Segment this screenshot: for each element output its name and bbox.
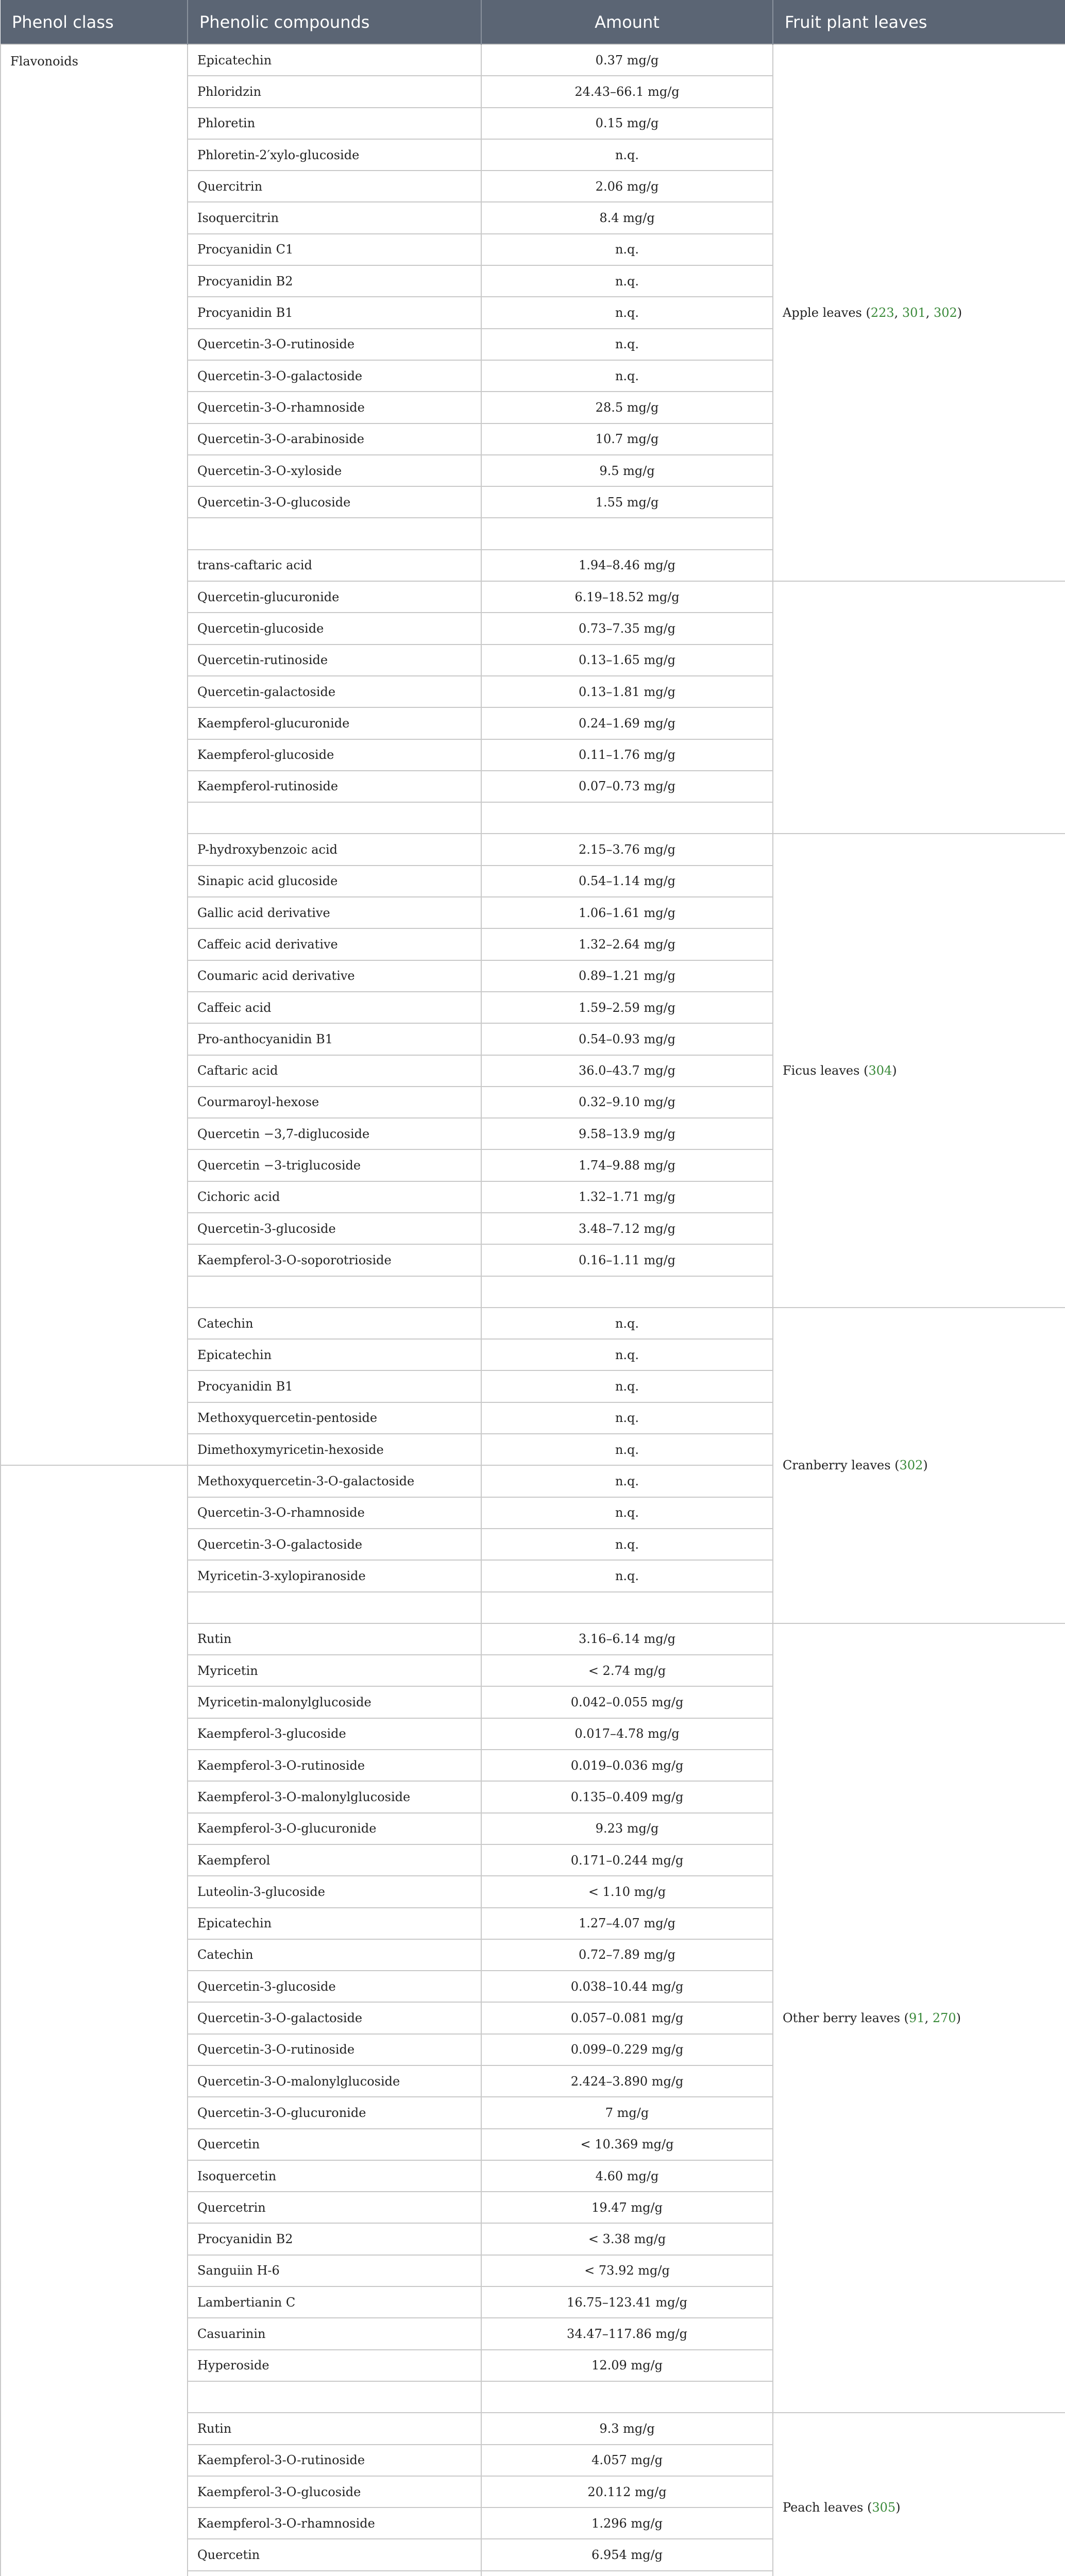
amount-cell: 0.019–0.036 mg/g: [481, 1750, 773, 1781]
header-fruit-plant-leaves: Fruit plant leaves: [785, 12, 927, 32]
reference-link[interactable]: 91: [909, 2011, 925, 2026]
compound-cell: Procyanidin B1: [188, 297, 481, 328]
header-phenolic-compounds: Phenolic compounds: [188, 0, 481, 44]
amount-cell: [481, 802, 773, 834]
amount-cell: 0.32–9.10 mg/g: [481, 1087, 773, 1118]
compound-cell: [188, 802, 481, 834]
compound-cell: Coumaric acid derivative: [188, 960, 481, 992]
amount-cell: 36.0–43.7 mg/g: [481, 1055, 773, 1087]
amount-cell: 0.11–1.76 mg/g: [481, 739, 773, 771]
amount-cell: 6.19–18.52 mg/g: [481, 581, 773, 613]
compound-cell: Kaempferol-3-O-rutinoside: [188, 1750, 481, 1781]
compound-cell: Kaempferol-3-O-malonylglucoside: [188, 1781, 481, 1812]
compound-cell: Quercitrin: [188, 171, 481, 202]
compound-cell: Methoxyquercetin-3-O-galactoside: [188, 1465, 481, 1497]
amount-cell: 1.32–2.64 mg/g: [481, 928, 773, 960]
amount-cell: 0.171–0.244 mg/g: [481, 1844, 773, 1876]
amount-cell: n.q.: [481, 1370, 773, 1402]
amount-cell: 0.13–1.65 mg/g: [481, 645, 773, 676]
table-row: [1, 44, 1065, 76]
compound-cell: Kaempferol-3-glucoside: [188, 1718, 481, 1750]
compound-cell: Quercetin-galactoside: [188, 676, 481, 707]
phenol-class-cell: Flavonoids: [1, 44, 188, 1465]
amount-cell: 0.15 mg/g: [481, 108, 773, 139]
amount-cell: 1.74–9.88 mg/g: [481, 1149, 773, 1181]
source-leaves-cell: [773, 1308, 1065, 1623]
compound-cell: Cichoric acid: [188, 1181, 481, 1213]
compound-cell: P-hydroxybenzoic acid: [188, 834, 481, 865]
compound-cell: Epicatechin: [188, 1339, 481, 1370]
amount-cell: 0.042–0.055 mg/g: [481, 1686, 773, 1718]
compound-cell: Catechin: [188, 1939, 481, 1971]
compound-cell: [188, 1276, 481, 1308]
phenol-class-cell: [1, 1465, 188, 2576]
source-leaves-cell: [773, 2413, 1065, 2576]
amount-cell: < 3.38 mg/g: [481, 2223, 773, 2255]
compound-cell: Sinapic acid glucoside: [188, 866, 481, 897]
reference-link[interactable]: 301: [902, 306, 926, 320]
compound-cell: Procyanidin B2: [188, 265, 481, 297]
compound-cell: Quercetin-3-O-rutinoside: [188, 2034, 481, 2065]
compound-cell: Phloretin: [188, 108, 481, 139]
compound-cell: Sanguiin H-6: [188, 2255, 481, 2286]
amount-cell: < 73.92 mg/g: [481, 2255, 773, 2286]
amount-cell: n.q.: [481, 1465, 773, 1497]
compound-cell: Myricetin-3-xylopiranoside: [188, 1560, 481, 1591]
source-label: Apple leaves (: [783, 306, 871, 320]
amount-cell: [481, 2381, 773, 2413]
amount-cell: 1.94–8.46 mg/g: [481, 550, 773, 581]
amount-cell: 0.13–1.81 mg/g: [481, 676, 773, 707]
amount-cell: n.q.: [481, 1529, 773, 1560]
amount-cell: n.q.: [481, 1308, 773, 1339]
amount-cell: n.q.: [481, 360, 773, 392]
source-leaves-cell: Other berry leaves (91, 270): [773, 1623, 1065, 2413]
amount-cell: 34.47–117.86 mg/g: [481, 2318, 773, 2349]
compound-cell: Caffeic acid: [188, 992, 481, 1023]
amount-cell: 2.15–3.76 mg/g: [481, 834, 773, 865]
compound-cell: Gallic acid derivative: [188, 897, 481, 928]
compound-cell: Quercetin-glucuronide: [188, 581, 481, 613]
compound-cell: Quercetin-3-O-malonylglucoside: [188, 2065, 481, 2097]
compound-cell: Quercetin-3-O-glucuronide: [188, 2097, 481, 2128]
amount-cell: 0.017–4.78 mg/g: [481, 1718, 773, 1750]
amount-cell: 20.112 mg/g: [481, 2476, 773, 2507]
amount-cell: 1.27–4.07 mg/g: [481, 1908, 773, 1939]
compound-cell: Procyanidin B2: [188, 2223, 481, 2255]
compound-cell: Isoquercetin: [188, 2160, 481, 2192]
amount-cell: 9.5 mg/g: [481, 455, 773, 486]
compound-cell: Caffeic acid derivative: [188, 928, 481, 960]
amount-cell: n.q.: [481, 1497, 773, 1529]
amount-cell: 9.3 mg/g: [481, 2413, 773, 2444]
compound-cell: trans-caftaric acid: [188, 550, 481, 581]
compound-cell: Kaempferol-3-O-soporotrioside: [188, 1244, 481, 1276]
compound-cell: Epicatechin: [188, 1908, 481, 1939]
amount-cell: < 1.10 mg/g: [481, 1876, 773, 1907]
amount-cell: 2.424–3.890 mg/g: [481, 2065, 773, 2097]
compound-cell: Quercetin-rutinoside: [188, 645, 481, 676]
source-label-close: ): [892, 1063, 897, 1078]
header-phenol-class: Phenol class: [1, 0, 188, 44]
source-label-close: ): [923, 1458, 928, 1473]
amount-cell: 0.37 mg/g: [481, 44, 773, 76]
amount-cell: n.q.: [481, 139, 773, 171]
amount-cell: 0.24–1.69 mg/g: [481, 707, 773, 739]
compound-cell: Pro-anthocyanidin B1: [188, 1023, 481, 1055]
amount-cell: 0.07–0.73 mg/g: [481, 771, 773, 802]
compound-cell: Kaempferol: [188, 1844, 481, 1876]
amount-cell: n.q.: [481, 1339, 773, 1370]
compound-cell: Procyanidin C1: [188, 234, 481, 265]
compound-cell: [188, 1592, 481, 1623]
compound-cell: Quercetin-glucoside: [188, 613, 481, 644]
amount-cell: [481, 518, 773, 549]
compound-cell: Phloridzin: [188, 76, 481, 107]
table-body: [1, 44, 1065, 2576]
compound-cell: Quercetin: [188, 2129, 481, 2160]
reference-link[interactable]: 304: [868, 1063, 892, 1078]
amount-cell: 7 mg/g: [481, 2097, 773, 2128]
compound-cell: Quercetin −3-triglucoside: [188, 1149, 481, 1181]
amount-cell: 12.09 mg/g: [481, 2350, 773, 2381]
amount-cell: < 10.369 mg/g: [481, 2129, 773, 2160]
table-header-row: [1, 0, 1065, 44]
reference-link[interactable]: 302: [933, 306, 957, 320]
amount-cell: [481, 2571, 773, 2576]
amount-cell: 19.47 mg/g: [481, 2192, 773, 2223]
source-label: Ficus leaves (: [783, 1063, 869, 1078]
compound-cell: Methoxyquercetin-pentoside: [188, 1402, 481, 1434]
compound-cell: Quercetin-3-O-xyloside: [188, 455, 481, 486]
reference-link[interactable]: 270: [932, 2011, 956, 2026]
amount-cell: 3.16–6.14 mg/g: [481, 1623, 773, 1655]
source-label: Other berry leaves (: [783, 2011, 909, 2026]
amount-cell: 0.099–0.229 mg/g: [481, 2034, 773, 2065]
compound-cell: Quercetin-3-O-rhamnoside: [188, 392, 481, 423]
amount-cell: 1.06–1.61 mg/g: [481, 897, 773, 928]
compound-cell: Lambertianin C: [188, 2286, 481, 2318]
amount-cell: 9.58–13.9 mg/g: [481, 1118, 773, 1149]
compound-cell: [188, 2571, 481, 2576]
compound-cell: Quercetrin: [188, 2192, 481, 2223]
compound-cell: Luteolin-3-glucoside: [188, 1876, 481, 1907]
amount-cell: 1.296 mg/g: [481, 2507, 773, 2539]
compound-cell: Kaempferol-glucuronide: [188, 707, 481, 739]
compound-cell: Procyanidin B1: [188, 1370, 481, 1402]
compound-cell: Caftaric acid: [188, 1055, 481, 1087]
amount-cell: n.q.: [481, 265, 773, 297]
amount-cell: 1.59–2.59 mg/g: [481, 992, 773, 1023]
amount-cell: 0.057–0.081 mg/g: [481, 2002, 773, 2033]
compound-cell: Hyperoside: [188, 2350, 481, 2381]
reference-link[interactable]: 302: [899, 1458, 923, 1473]
reference-link[interactable]: 305: [872, 2500, 896, 2515]
source-label: Peach leaves (: [783, 2500, 872, 2515]
amount-cell: n.q.: [481, 234, 773, 265]
amount-cell: [481, 1276, 773, 1308]
amount-cell: 0.135–0.409 mg/g: [481, 1781, 773, 1812]
compound-cell: Quercetin-3-O-glucoside: [188, 486, 481, 518]
compound-cell: Kaempferol-3-O-rutinoside: [188, 2445, 481, 2476]
compound-cell: Quercetin-3-glucoside: [188, 1971, 481, 2002]
amount-cell: 4.057 mg/g: [481, 2445, 773, 2476]
compound-cell: Quercetin-3-O-rhamnoside: [188, 1497, 481, 1529]
amount-cell: 4.60 mg/g: [481, 2160, 773, 2192]
amount-cell: 0.038–10.44 mg/g: [481, 1971, 773, 2002]
compound-cell: Rutin: [188, 1623, 481, 1655]
compound-cell: [188, 2381, 481, 2413]
amount-cell: n.q.: [481, 1402, 773, 1434]
amount-cell: 0.16–1.11 mg/g: [481, 1244, 773, 1276]
source-leaves-cell: Apple leaves (223, 301, 302): [773, 44, 1065, 581]
compound-cell: Courmaroyl-hexose: [188, 1087, 481, 1118]
amount-cell: 1.55 mg/g: [481, 486, 773, 518]
amount-cell: 0.72–7.89 mg/g: [481, 1939, 773, 1971]
compound-cell: Quercetin −3,7-diglucoside: [188, 1118, 481, 1149]
compound-cell: Kaempferol-3-O-rhamnoside: [188, 2507, 481, 2539]
amount-cell: 9.23 mg/g: [481, 1813, 773, 1844]
compound-cell: Kaempferol-glucoside: [188, 739, 481, 771]
compound-cell: Kaempferol-3-O-glucoside: [188, 2476, 481, 2507]
amount-cell: n.q.: [481, 1560, 773, 1591]
compound-cell: Kaempferol-3-O-glucuronide: [188, 1813, 481, 1844]
source-leaves-cell: [773, 834, 1065, 1307]
amount-cell: 1.32–1.71 mg/g: [481, 1181, 773, 1213]
compound-cell: Quercetin-3-O-galactoside: [188, 1529, 481, 1560]
compound-cell: Phloretin-2′xylo-glucoside: [188, 139, 481, 171]
amount-cell: < 2.74 mg/g: [481, 1655, 773, 1686]
compound-cell: Myricetin: [188, 1655, 481, 1686]
compound-cell: Kaempferol-rutinoside: [188, 771, 481, 802]
compound-cell: [188, 518, 481, 549]
amount-cell: 28.5 mg/g: [481, 392, 773, 423]
amount-cell: 24.43–66.1 mg/g: [481, 76, 773, 107]
compound-cell: Quercetin-3-O-arabinoside: [188, 423, 481, 455]
source-label: Cranberry leaves (: [783, 1458, 900, 1473]
source-label-close: ): [957, 306, 962, 320]
compound-cell: Catechin: [188, 1308, 481, 1339]
compound-cell: Rutin: [188, 2413, 481, 2444]
header-amount: Amount: [481, 0, 773, 44]
amount-cell: 16.75–123.41 mg/g: [481, 2286, 773, 2318]
compound-cell: Dimethoxymyricetin-hexoside: [188, 1434, 481, 1465]
compound-cell: Myricetin-malonylglucoside: [188, 1686, 481, 1718]
source-label-close: ): [895, 2500, 901, 2515]
amount-cell: 0.89–1.21 mg/g: [481, 960, 773, 992]
source-label-close: ): [956, 2011, 961, 2026]
amount-cell: n.q.: [481, 329, 773, 360]
amount-cell: [481, 1592, 773, 1623]
amount-cell: 0.54–1.14 mg/g: [481, 866, 773, 897]
amount-cell: 0.73–7.35 mg/g: [481, 613, 773, 644]
amount-cell: 2.06 mg/g: [481, 171, 773, 202]
compound-cell: Quercetin-3-O-galactoside: [188, 2002, 481, 2033]
compound-cell: Quercetin-3-O-rutinoside: [188, 329, 481, 360]
compound-cell: Quercetin-3-glucoside: [188, 1213, 481, 1244]
amount-cell: n.q.: [481, 1434, 773, 1465]
amount-cell: 3.48–7.12 mg/g: [481, 1213, 773, 1244]
compound-cell: Isoquercitrin: [188, 202, 481, 233]
reference-link[interactable]: 223: [870, 306, 894, 320]
amount-cell: 10.7 mg/g: [481, 423, 773, 455]
amount-cell: 0.54–0.93 mg/g: [481, 1023, 773, 1055]
amount-cell: n.q.: [481, 297, 773, 328]
compound-cell: Epicatechin: [188, 44, 481, 76]
compound-cell: Quercetin-3-O-galactoside: [188, 360, 481, 392]
compound-cell: Casuarinin: [188, 2318, 481, 2349]
compound-cell: Quercetin: [188, 2539, 481, 2570]
amount-cell: 8.4 mg/g: [481, 202, 773, 233]
amount-cell: 6.954 mg/g: [481, 2539, 773, 2570]
